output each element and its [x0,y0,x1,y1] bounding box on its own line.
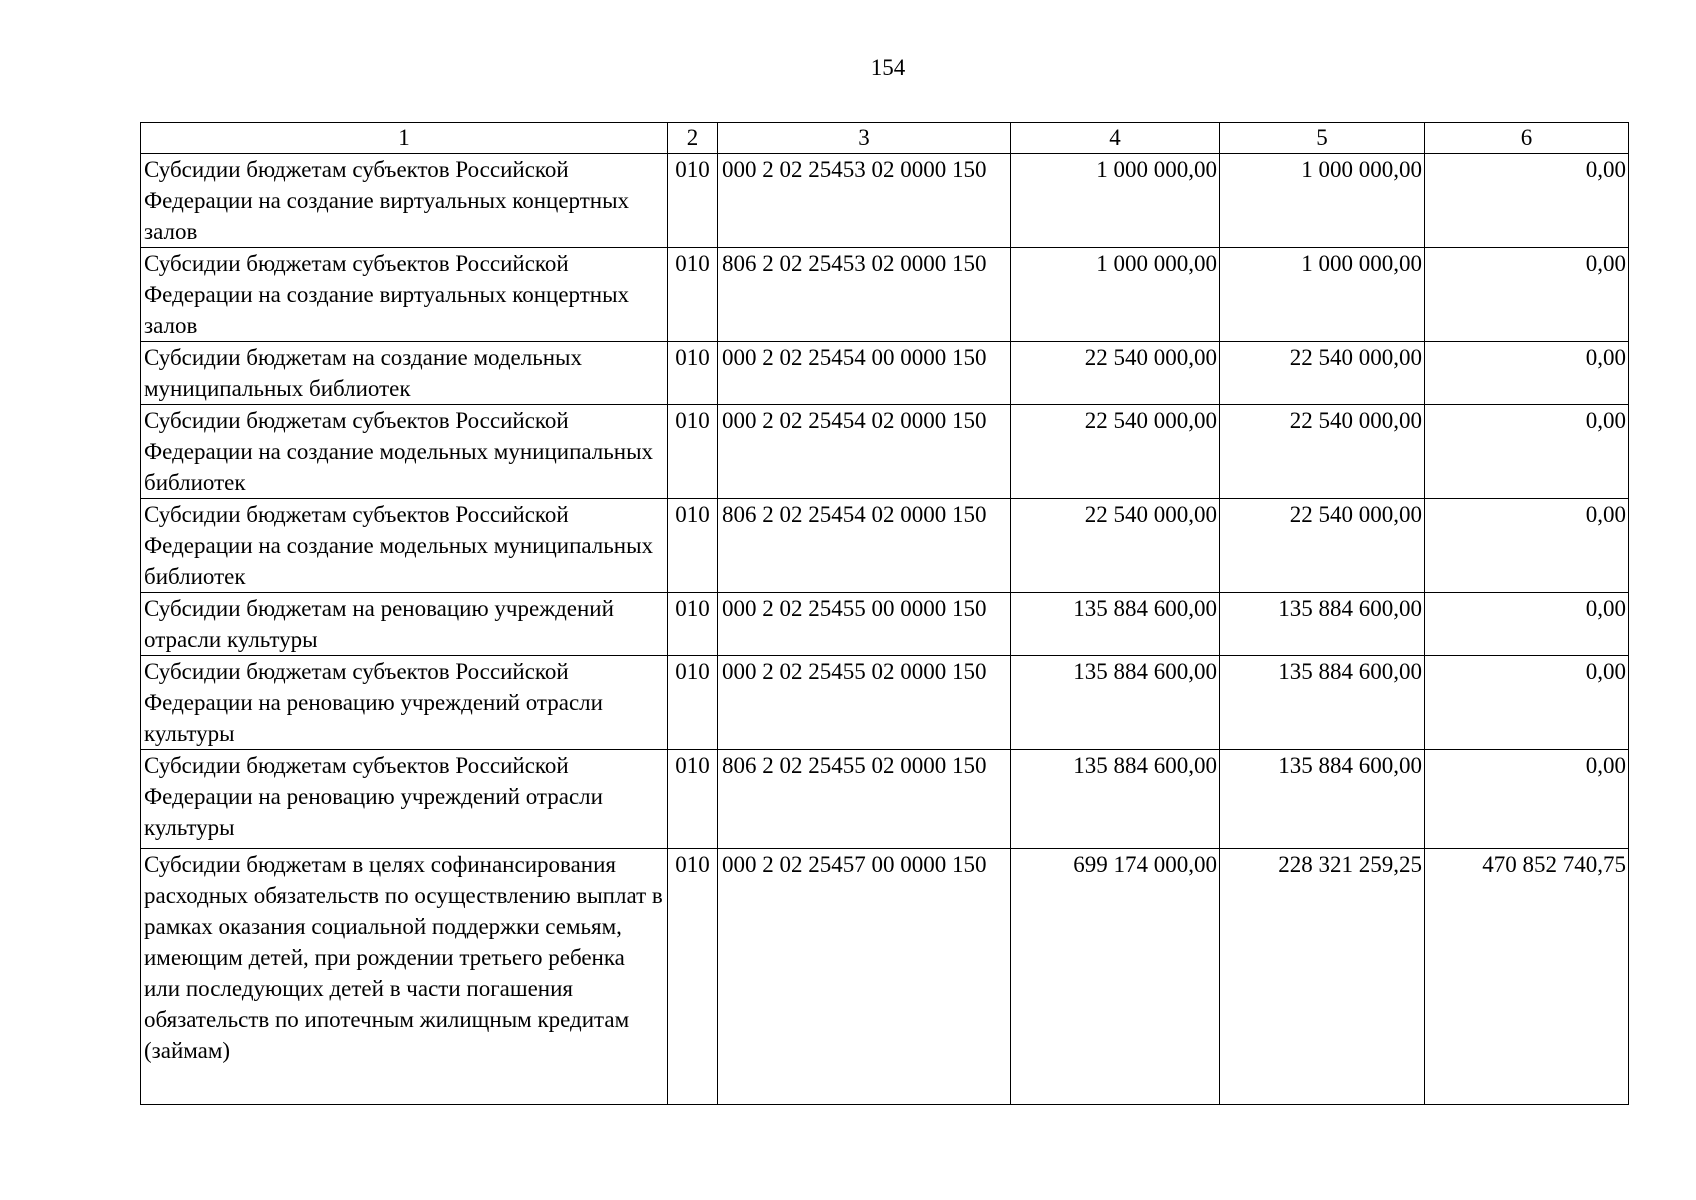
row-col6-value: 0,00 [1425,499,1629,593]
column-header: 6 [1425,123,1629,154]
row-col5-value: 1 000 000,00 [1220,248,1425,342]
row-budget-code: 806 2 02 25453 02 0000 150 [718,248,1011,342]
row-col6-value: 0,00 [1425,656,1629,750]
row-col5-value: 135 884 600,00 [1220,593,1425,656]
row-col6-value: 0,00 [1425,593,1629,656]
row-col4-value: 22 540 000,00 [1011,405,1220,499]
row-admin-code: 010 [668,849,718,1105]
row-budget-code: 000 2 02 25455 02 0000 150 [718,656,1011,750]
row-col4-value: 1 000 000,00 [1011,248,1220,342]
row-col4-value: 22 540 000,00 [1011,499,1220,593]
row-col4-value: 699 174 000,00 [1011,849,1220,1105]
column-header: 1 [141,123,668,154]
row-name: Субсидии бюджетам на создание модельных муниципальных библиотек [141,342,668,405]
row-admin-code: 010 [668,750,718,849]
table-row [141,750,1629,849]
column-header: 5 [1220,123,1425,154]
row-admin-code: 010 [668,593,718,656]
row-col5-value: 135 884 600,00 [1220,656,1425,750]
row-name: Субсидии бюджетам субъектов Российской Федерации на реновацию учреждений отрасли культуры [141,656,668,750]
row-budget-code: 000 2 02 25454 00 0000 150 [718,342,1011,405]
row-name: Субсидии бюджетам субъектов Российской Федерации на создание виртуальных концертных залов [141,154,668,248]
column-header: 4 [1011,123,1220,154]
row-admin-code: 010 [668,405,718,499]
row-col5-value: 22 540 000,00 [1220,405,1425,499]
table-row [141,499,1629,593]
row-col6-value: 0,00 [1425,750,1629,849]
row-name: Субсидии бюджетам субъектов Российской Федерации на реновацию учреждений отрасли культуры [141,750,668,849]
row-col4-value: 1 000 000,00 [1011,154,1220,248]
row-col4-value: 135 884 600,00 [1011,750,1220,849]
row-budget-code: 806 2 02 25455 02 0000 150 [718,750,1011,849]
row-name: Субсидии бюджетам на реновацию учреждений отрасли культуры [141,593,668,656]
table-row [141,593,1629,656]
column-header: 3 [718,123,1011,154]
row-budget-code: 806 2 02 25454 02 0000 150 [718,499,1011,593]
table-header-row [141,123,1629,154]
table-row [141,849,1629,1105]
row-budget-code: 000 2 02 25457 00 0000 150 [718,849,1011,1105]
row-budget-code: 000 2 02 25453 02 0000 150 [718,154,1011,248]
row-admin-code: 010 [668,154,718,248]
row-col5-value: 228 321 259,25 [1220,849,1425,1105]
table-row [141,342,1629,405]
row-col6-value: 0,00 [1425,342,1629,405]
row-budget-code: 000 2 02 25455 00 0000 150 [718,593,1011,656]
row-col6-value: 0,00 [1425,248,1629,342]
row-col5-value: 135 884 600,00 [1220,750,1425,849]
row-name: Субсидии бюджетам в целях софинансирования расходных обязательств по осуществлению выплат в рамках оказания социальной поддержки семьям, имеющим детей, при рождении третьего ребенка или последующих детей в части погашения обязательств по ипотечным жилищным кредитам (займам) [141,849,668,1105]
column-header: 2 [668,123,718,154]
row-name: Субсидии бюджетам субъектов Российской Федерации на создание модельных муниципальных библиотек [141,405,668,499]
row-admin-code: 010 [668,342,718,405]
row-col6-value: 470 852 740,75 [1425,849,1629,1105]
row-col4-value: 135 884 600,00 [1011,593,1220,656]
table-row [141,656,1629,750]
table-row [141,154,1629,248]
row-name: Субсидии бюджетам субъектов Российской Федерации на создание модельных муниципальных библиотек [141,499,668,593]
row-budget-code: 000 2 02 25454 02 0000 150 [718,405,1011,499]
row-col5-value: 1 000 000,00 [1220,154,1425,248]
row-admin-code: 010 [668,499,718,593]
row-col4-value: 22 540 000,00 [1011,342,1220,405]
budget-table [140,122,1629,1105]
table-row [141,405,1629,499]
row-col5-value: 22 540 000,00 [1220,499,1425,593]
row-admin-code: 010 [668,248,718,342]
row-col5-value: 22 540 000,00 [1220,342,1425,405]
row-col6-value: 0,00 [1425,154,1629,248]
page-number: 154 [870,55,906,80]
row-col4-value: 135 884 600,00 [1011,656,1220,750]
row-admin-code: 010 [668,656,718,750]
table-row [141,248,1629,342]
row-name: Субсидии бюджетам субъектов Российской Федерации на создание виртуальных концертных залов [141,248,668,342]
row-col6-value: 0,00 [1425,405,1629,499]
